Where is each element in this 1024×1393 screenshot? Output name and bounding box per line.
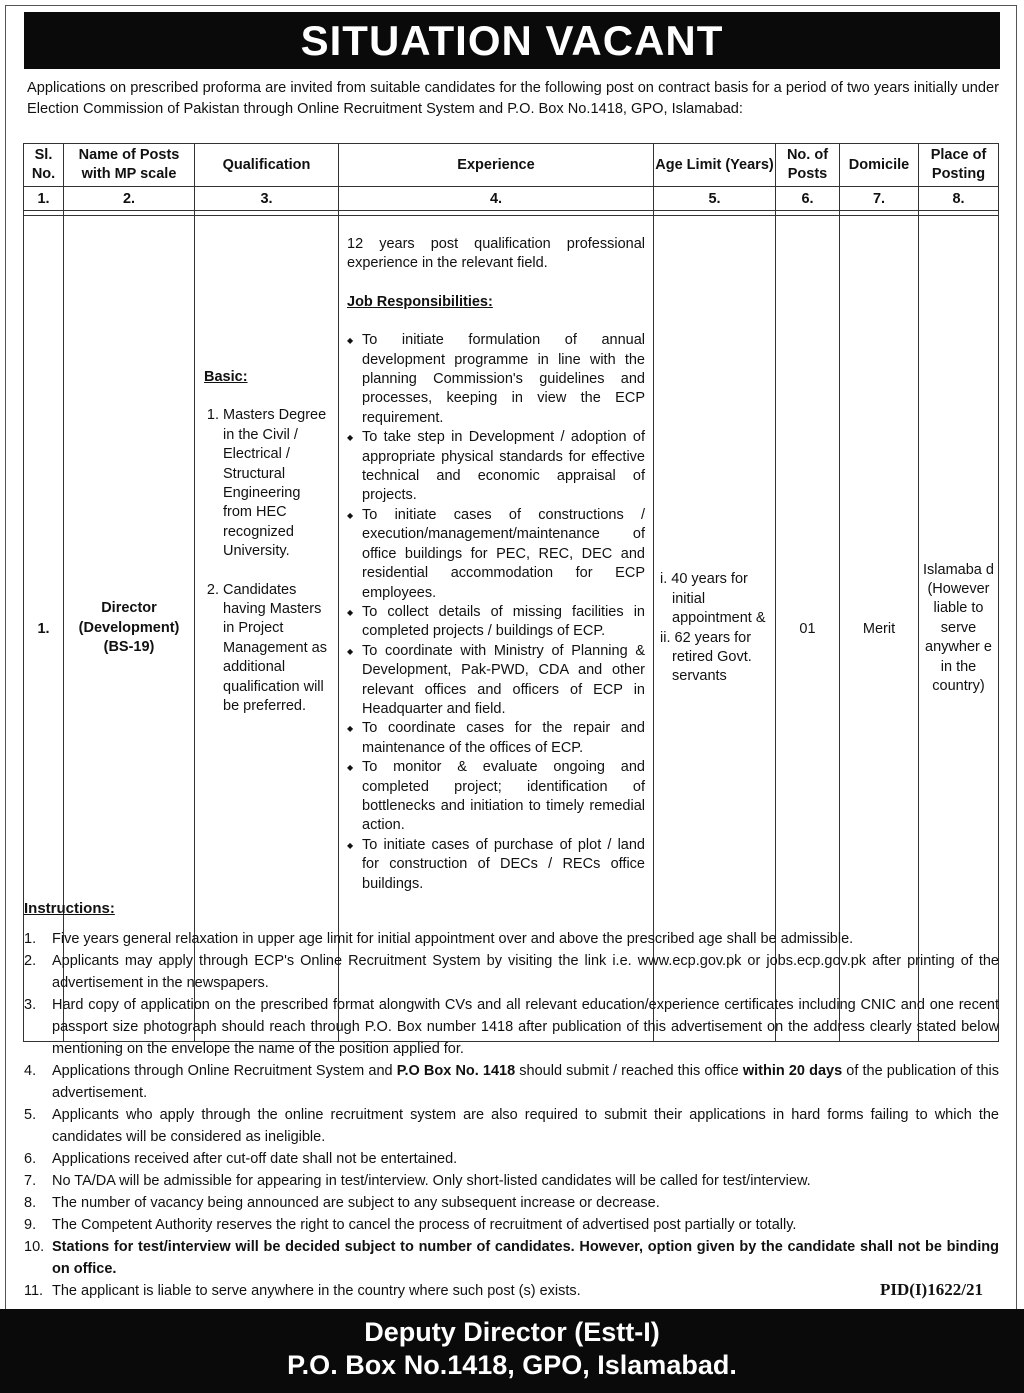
responsibility-item: ◆ To monitor & evaluate ongoing and completed project; identification of bottlenecks and initiation to timely remedial action.: [347, 758, 645, 836]
header-sl-no: Sl. No.: [24, 144, 64, 187]
qualification-item: 1. Masters Degree in the Civil / Electrical / Structural Engineering from HEC recognized University.: [223, 406, 330, 561]
qualification-item: 2. Candidates having Masters in Project Management as additional qualification will be preferred.: [223, 581, 330, 717]
col-number: 8.: [919, 187, 999, 211]
footer-designation: Deputy Director (Estt-I): [364, 1317, 660, 1347]
place-note: (However liable to serve anywher e in the country): [925, 580, 992, 695]
job-responsibilities-heading: Job Responsibilities:: [347, 293, 493, 310]
responsibility-item: ◆ To take step in Development / adoption of appropriate physical standards for effective technical and economic appraisal of projects.: [347, 428, 645, 506]
header-place-of-posting: Place of Posting: [919, 144, 999, 187]
experience-cell: [339, 216, 654, 1042]
experience-requirement: 12 years post qualification professional experience in the relevant field.: [347, 236, 645, 272]
header-experience: Experience: [339, 144, 654, 187]
publication-id: PID(I)1622/21: [880, 1280, 983, 1299]
domicile-cell: Merit: [840, 216, 919, 1042]
responsibility-item: ◆ To initiate formulation of annual development programme in line with the planning Commission's guidelines and processes, keeping in view the ECP requirement.: [347, 331, 645, 428]
qualification-cell: [195, 216, 339, 1042]
age-limit-retired: ii. 62 years for retired Govt. servants: [660, 629, 752, 685]
footer-address: P.O. Box No.1418, GPO, Islamabad.: [287, 1350, 737, 1380]
instruction-item: 7. No TA/DA will be admissible for appearing in test/interview. Only short-listed candidates will be called for test/interview.: [24, 1173, 811, 1189]
col-number: 6.: [776, 187, 840, 211]
place-city: Islamaba d: [923, 561, 994, 578]
qualification-list: [204, 406, 330, 716]
qualification-basic-label: Basic:: [204, 369, 248, 385]
responsibility-item: ◆ To coordinate with Ministry of Planning & Development, Pak-PWD, CDA and other relevant offices and officers of ECP in Headquarter and field.: [347, 642, 645, 720]
instructions-list: [24, 928, 999, 1302]
footer-address-bar: [0, 1309, 1024, 1393]
instruction-item: 3. Hard copy of application on the prescribed format alongwith CVs and all relevant education/experience certificates including CNIC and one recent passport size photograph should reach through P.O. Box number 1418 after publication of this advertisement on the address clearly stated below mentioning on the envelope the name of the position applied for.: [24, 997, 999, 1057]
header-age-limit: Age Limit (Years): [654, 144, 776, 187]
age-limit-initial: i. 40 years for initial appointment &: [660, 571, 766, 627]
column-number-row: [24, 187, 999, 211]
col-number: 1.: [24, 187, 64, 211]
row-sl-no: 1.: [24, 216, 64, 1042]
header-domicile: Domicile: [840, 144, 919, 187]
col-number: 3.: [195, 187, 339, 211]
post-scale: (BS-19): [103, 639, 155, 656]
intro-paragraph: Applications on prescribed proforma are invited from suitable candidates for the following post on contract basis for a period of two years initially under Election Commission of Pakistan through Online Recruitment System and P.O. Box No.1418, GPO, Islamabad:: [27, 80, 999, 117]
vacancy-table: [23, 143, 999, 1042]
header-qualification: Qualification: [195, 144, 339, 187]
instruction-item: 8. The number of vacancy being announced are subject to any subsequent increase or decrease.: [24, 1195, 660, 1211]
col-number: 4.: [339, 187, 654, 211]
instruction-item: 2. Applicants may apply through ECP's Online Recruitment System by visiting the link i.e. www.ecp.gov.pk or jobs.ecp.gov.pk after printing of the advertisement in the newspapers.: [24, 953, 999, 991]
table-row: [24, 216, 999, 1042]
instruction-item: 9. The Competent Authority reserves the right to cancel the process of recruitment of advertised post partially or totally.: [24, 1217, 797, 1233]
post-department: (Development): [78, 619, 180, 636]
responsibility-item: ◆ To coordinate cases for the repair and maintenance of the offices of ECP.: [347, 719, 645, 758]
instruction-item: 10. Stations for test/interview will be decided subject to number of candidates. However, option given by the candidate shall not be binding on office.: [24, 1239, 999, 1277]
col-number: 5.: [654, 187, 776, 211]
instruction-item: 4. Applications through Online Recruitment System and P.O Box No. 1418 should submit / reached this office within 20 days of the publication of this advertisement.: [24, 1063, 999, 1101]
instruction-item: 6. Applications received after cut-off date shall not be entertained.: [24, 1151, 458, 1167]
col-number: 2.: [64, 187, 195, 211]
page-title: SITUATION VACANT: [24, 12, 1000, 69]
post-name-cell: [64, 216, 195, 1042]
table-header-row: [24, 144, 999, 187]
header-post-name: Name of Posts with MP scale: [64, 144, 195, 187]
age-limit-cell: [654, 216, 776, 1042]
place-of-posting-cell: [919, 216, 999, 1042]
header-no-of-posts: No. of Posts: [776, 144, 840, 187]
responsibilities-list: [347, 331, 645, 894]
instruction-item: 1. Five years general relaxation in upper age limit for initial appointment over and above the prescribed age shall be admissible.: [24, 931, 854, 947]
post-title: Director: [101, 600, 157, 617]
responsibility-item: ◆ To collect details of missing facilities in completed projects / buildings of ECP.: [347, 603, 645, 642]
responsibility-item: ◆ To initiate cases of constructions / execution/management/maintenance of office buildings for PEC, REC, DEC and residential accommodation for ECP employees.: [347, 506, 645, 603]
instructions-heading: Instructions:: [24, 900, 115, 917]
col-number: 7.: [840, 187, 919, 211]
instruction-item: 5. Applicants who apply through the online recruitment system are also required to submit their applications in hard forms failing to which the candidates will be considered as ineligible.: [24, 1107, 999, 1145]
instruction-item: 11. The applicant is liable to serve anywhere in the country where such post (s) exists.: [24, 1283, 581, 1299]
responsibility-item: ◆ To initiate cases of purchase of plot / land for construction of DECs / RECs office buildings.: [347, 836, 645, 894]
no-of-posts-cell: 01: [776, 216, 840, 1042]
